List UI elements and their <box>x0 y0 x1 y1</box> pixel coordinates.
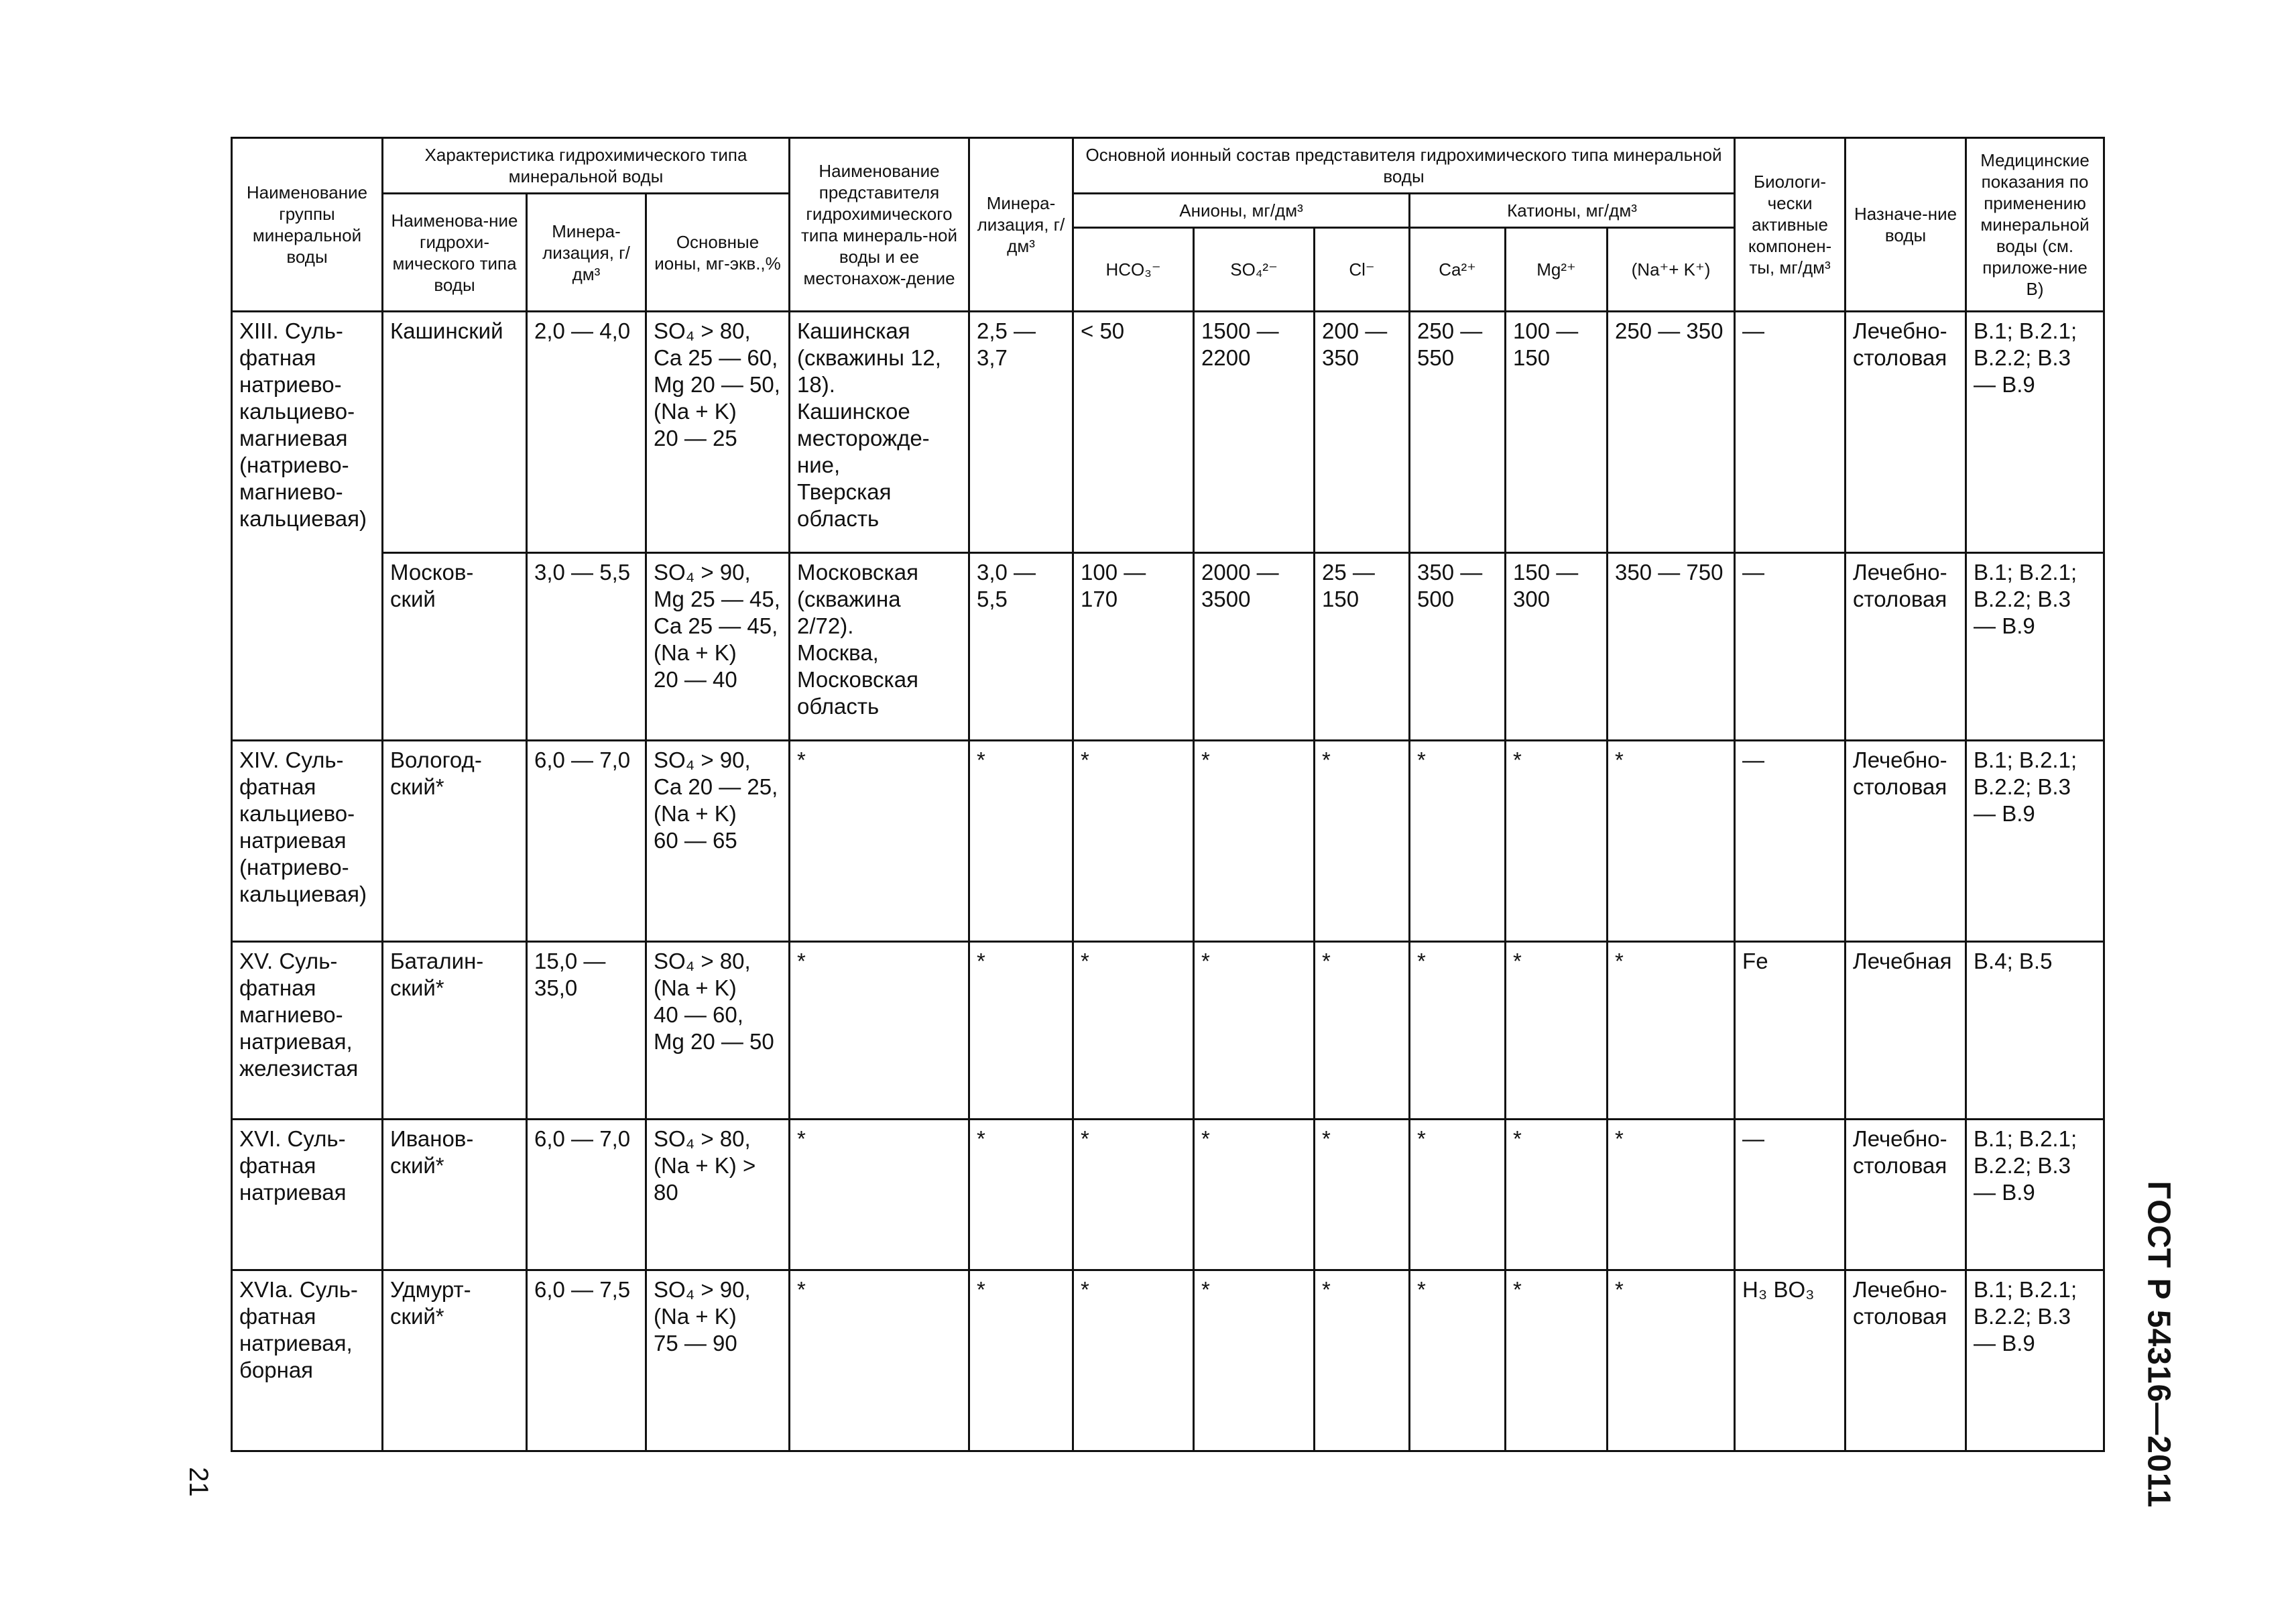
representative-cell: Московская (скважина 2/72). Москва, Московская область <box>790 553 969 741</box>
na-k-cell: * <box>1608 741 1735 942</box>
type-mineralization-cell: 3,0 — 5,5 <box>527 553 646 741</box>
main-ions-cell: SO₄ > 80, (Na + K) > 80 <box>646 1120 790 1270</box>
na-k-cell: * <box>1608 1120 1735 1270</box>
hco3-cell: < 50 <box>1073 312 1194 553</box>
main-ions-cell: SO₄ > 90, Mg 25 — 45, Ca 25 — 45, (Na + K) 20 — 40 <box>646 553 790 741</box>
bio-cell: — <box>1735 553 1846 741</box>
purpose-cell: Лечебно-столовая <box>1846 553 1966 741</box>
type-name-cell: Иванов-ский* <box>383 1120 527 1270</box>
header-hco3: HCO₃⁻ <box>1073 228 1194 312</box>
cl-cell: * <box>1315 1270 1410 1451</box>
hco3-cell: * <box>1073 741 1194 942</box>
type-name-cell: Удмурт-ский* <box>383 1270 527 1451</box>
group-name-cell: XVIa. Суль-фатная натриевая, борная <box>232 1270 383 1451</box>
header-hydro-type: Характеристика гидрохимического типа минеральной воды <box>383 138 790 194</box>
type-name-cell: Кашинский <box>383 312 527 553</box>
type-name-cell: Баталин-ский* <box>383 942 527 1120</box>
bio-cell: H₃ BO₃ <box>1735 1270 1846 1451</box>
header-medical: Медицинские показания по применению минеральной воды (см. приложе-ние В) <box>1966 138 2104 312</box>
medical-cell: В.1; В.2.1; В.2.2; В.3 — В.9 <box>1966 312 2104 553</box>
type-mineralization-cell: 2,0 — 4,0 <box>527 312 646 553</box>
purpose-cell: Лечебно-столовая <box>1846 741 1966 942</box>
cl-cell: 25 — 150 <box>1315 553 1410 741</box>
header-cl: Cl⁻ <box>1315 228 1410 312</box>
so4-cell: 1500 — 2200 <box>1194 312 1315 553</box>
page-number-text: 21 <box>183 1466 213 1497</box>
rep-mineralization-cell: 2,5 — 3,7 <box>969 312 1073 553</box>
purpose-cell: Лечебно-столовая <box>1846 1120 1966 1270</box>
main-ions-cell: SO₄ > 90, (Na + K) 75 — 90 <box>646 1270 790 1451</box>
hco3-cell: * <box>1073 1120 1194 1270</box>
medical-cell: В.1; В.2.1; В.2.2; В.3 — В.9 <box>1966 553 2104 741</box>
page-number <box>171 1455 225 1508</box>
na-k-cell: * <box>1608 942 1735 1120</box>
header-mg: Mg²⁺ <box>1506 228 1608 312</box>
so4-cell: * <box>1194 942 1315 1120</box>
mg-cell: * <box>1506 1120 1608 1270</box>
purpose-cell: Лечебно-столовая <box>1846 312 1966 553</box>
cl-cell: * <box>1315 1120 1410 1270</box>
header-representative: Наименование представителя гидрохимического типа минераль-ной воды и ее местонахож-дение <box>790 138 969 312</box>
rep-mineralization-cell: * <box>969 1270 1073 1451</box>
ca-cell: * <box>1410 1120 1506 1270</box>
header-rep-mineralization: Минера-лизация, г/дм³ <box>969 138 1073 312</box>
mg-cell: * <box>1506 942 1608 1120</box>
bio-cell: Fe <box>1735 942 1846 1120</box>
main-ions-cell: SO₄ > 80, Ca 25 — 60, Mg 20 — 50, (Na + K) 20 — 25 <box>646 312 790 553</box>
group-name-cell: XVI. Суль-фатная натриевая <box>232 1120 383 1270</box>
cl-cell: * <box>1315 942 1410 1120</box>
bio-cell: — <box>1735 1120 1846 1270</box>
so4-cell: * <box>1194 1270 1315 1451</box>
header-type-name: Наименова-ние гидрохи-мического типа воды <box>383 194 527 312</box>
representative-cell: * <box>790 942 969 1120</box>
medical-cell: В.4; В.5 <box>1966 942 2104 1120</box>
hco3-cell: 100 — 170 <box>1073 553 1194 741</box>
purpose-cell: Лечебно-столовая <box>1846 1270 1966 1451</box>
main-ions-cell: SO₄ > 90, Ca 20 — 25, (Na + K) 60 — 65 <box>646 741 790 942</box>
table-row <box>232 741 2104 942</box>
rep-mineralization-cell: 3,0 — 5,5 <box>969 553 1073 741</box>
rep-mineralization-cell: * <box>969 741 1073 942</box>
header-na-k: (Na⁺+ K⁺) <box>1608 228 1735 312</box>
type-name-cell: Москов-ский <box>383 553 527 741</box>
group-name-cell: XIII. Суль-фатная натриево-кальциево-магниевая (натриево-магниево-кальциевая) <box>232 312 383 741</box>
header-main-ions: Основные ионы, мг-экв.,% <box>646 194 790 312</box>
representative-cell: * <box>790 741 969 942</box>
ca-cell: * <box>1410 942 1506 1120</box>
header-ca: Ca²⁺ <box>1410 228 1506 312</box>
so4-cell: * <box>1194 1120 1315 1270</box>
na-k-cell: 250 — 350 <box>1608 312 1735 553</box>
standard-designation <box>2128 1181 2189 1508</box>
so4-cell: * <box>1194 741 1315 942</box>
rep-mineralization-cell: * <box>969 1120 1073 1270</box>
group-name-cell: XV. Суль-фатная магниево-натриевая, железистая <box>232 942 383 1120</box>
header-bio-components: Биологи-чески активные компонен-ты, мг/дм³ <box>1735 138 1846 312</box>
na-k-cell: * <box>1608 1270 1735 1451</box>
type-mineralization-cell: 6,0 — 7,0 <box>527 741 646 942</box>
header-ion-composition: Основной ионный состав представителя гидрохимического типа минеральной воды <box>1073 138 1735 194</box>
header-type-mineralization: Минера-лизация, г/дм³ <box>527 194 646 312</box>
header-anions: Анионы, мг/дм³ <box>1073 194 1410 228</box>
purpose-cell: Лечебная <box>1846 942 1966 1120</box>
ca-cell: 350 — 500 <box>1410 553 1506 741</box>
bio-cell: — <box>1735 741 1846 942</box>
header-purpose: Назначе-ние воды <box>1846 138 1966 312</box>
table-row <box>232 1120 2104 1270</box>
na-k-cell: 350 — 750 <box>1608 553 1735 741</box>
ca-cell: * <box>1410 741 1506 942</box>
mg-cell: 100 — 150 <box>1506 312 1608 553</box>
representative-cell: Кашинская (скважины 12, 18). Кашинское месторожде-ние, Тверская область <box>790 312 969 553</box>
mg-cell: 150 — 300 <box>1506 553 1608 741</box>
hco3-cell: * <box>1073 1270 1194 1451</box>
type-mineralization-cell: 6,0 — 7,0 <box>527 1120 646 1270</box>
standard-designation-text: ГОСТ Р 54316—2011 <box>2140 1181 2177 1508</box>
ca-cell: 250 — 550 <box>1410 312 1506 553</box>
type-mineralization-cell: 6,0 — 7,5 <box>527 1270 646 1451</box>
representative-cell: * <box>790 1120 969 1270</box>
mg-cell: * <box>1506 1270 1608 1451</box>
table-row <box>232 942 2104 1120</box>
type-name-cell: Вологод-ский* <box>383 741 527 942</box>
ca-cell: * <box>1410 1270 1506 1451</box>
table-row <box>232 1270 2104 1451</box>
type-mineralization-cell: 15,0 — 35,0 <box>527 942 646 1120</box>
main-ions-cell: SO₄ > 80, (Na + K) 40 — 60, Mg 20 — 50 <box>646 942 790 1120</box>
table-row <box>232 312 2104 553</box>
table-row <box>232 553 2104 741</box>
representative-cell: * <box>790 1270 969 1451</box>
medical-cell: В.1; В.2.1; В.2.2; В.3 — В.9 <box>1966 741 2104 942</box>
group-name-cell: XIV. Суль-фатная кальциево-натриевая (натриево-кальциевая) <box>232 741 383 942</box>
header-so4: SO₄²⁻ <box>1194 228 1315 312</box>
header-row-1 <box>232 138 2104 194</box>
header-cations: Катионы, мг/дм³ <box>1410 194 1735 228</box>
mineral-water-table <box>231 137 2105 1452</box>
medical-cell: В.1; В.2.1; В.2.2; В.3 — В.9 <box>1966 1270 2104 1451</box>
hco3-cell: * <box>1073 942 1194 1120</box>
medical-cell: В.1; В.2.1; В.2.2; В.3 — В.9 <box>1966 1120 2104 1270</box>
cl-cell: 200 — 350 <box>1315 312 1410 553</box>
mg-cell: * <box>1506 741 1608 942</box>
rep-mineralization-cell: * <box>969 942 1073 1120</box>
cl-cell: * <box>1315 741 1410 942</box>
header-group-name: Наименование группы минеральной воды <box>232 138 383 312</box>
so4-cell: 2000 — 3500 <box>1194 553 1315 741</box>
bio-cell: — <box>1735 312 1846 553</box>
